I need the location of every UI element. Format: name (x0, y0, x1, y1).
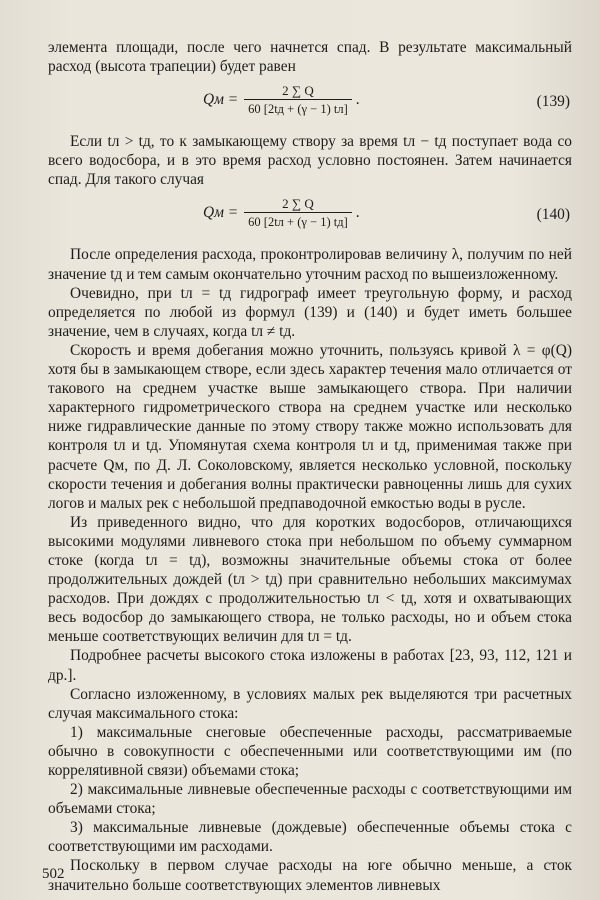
formula-numerator: 2 ∑ Q (282, 196, 314, 212)
formula-denominator: 60 [2tл + (γ − 1) tд] (244, 212, 352, 230)
formula-period: . (355, 91, 360, 109)
formula-lhs: Qм = (203, 91, 239, 109)
equation-number: (139) (536, 93, 570, 111)
formula-fraction (244, 195, 352, 230)
paragraph: Согласно изложенному, в условиях малых рек выделяются три расчетных случая максимального стока: (48, 685, 572, 722)
formula-139 (48, 80, 572, 126)
paragraph: Если tл > tд, то к замыкающему створу за время tл − tд поступает вода со всего водосбора, и в это время расход условно постоянен. Затем начинается спад. Для такого случая (48, 133, 572, 189)
equation-number: (140) (536, 206, 570, 224)
list-item: 3) максимальные ливневые (дождевые) обеспеченные объемы стока с соответствующими им расходами. (48, 819, 572, 856)
formula-fraction (244, 82, 352, 117)
formula-140 (48, 193, 572, 239)
formula-period: . (355, 204, 360, 222)
formula-expression (203, 82, 360, 117)
list-item: 1) максимальные снеговые обеспеченные расходы, рассматриваемые обычно в совокупности с обеспеченными или соответствующими им (по корреляtивной связи) объемами стока; (48, 723, 572, 779)
page-body (48, 38, 572, 895)
paragraph: Скорость и время добегания можно уточнить, пользуясь кривой λ = φ(Q) хотя бы в замыкающем створе, если здесь характер течения мало отличается от такового на среднем участке выше замыкающего створа. При наличии характерного гидрометрического створа на среднем участке или несколько ниже гидравлические данные по этому створу также можно использовать для контроля tл и tд. Упомянутая схема контроля tл и tд, применимая также при расчете Qм, по Д. Л. Соколовскому, является несколько условной, поскольку скорости течения и добегания волны практически равноценны лишь для сухих логов и малых рек с небольшой предпаводочной емкостью воды в русле. (48, 341, 572, 512)
formula-numerator: 2 ∑ Q (282, 83, 314, 99)
list-item: 2) максимальные ливневые обеспеченные расходы с соответствующими им объемами стока; (48, 781, 572, 818)
paragraph: Поскольку в первом случае расходы на юге обычно меньше, а сток значительно больше соответствующих элементов ливневых (48, 857, 572, 894)
formula-expression (203, 195, 360, 230)
page-number: 502 (42, 866, 65, 882)
paragraph: После определения расхода, проконтролировав величину λ, получим по ней значение tд и тем самым окончательно уточним расход по вышеизложенному. (48, 246, 572, 283)
paragraph: Очевидно, при tл = tд гидрограф имеет треугольную форму, и расход определяется по любой из формул (139) и (140) и будет иметь большее значение, чем в случаях, когда tл ≠ tд. (48, 284, 572, 340)
formula-denominator: 60 [2tд + (γ − 1) tл] (244, 99, 352, 117)
formula-lhs: Qм = (203, 204, 239, 222)
paragraph: Подробнее расчеты высокого стока изложены в работах [23, 93, 112, 121 и др.]. (48, 647, 572, 684)
paragraph: Из приведенного видно, что для коротких водосборов, отличающихся высокими модулями ливневого стока при небольшом по объему суммарном стоке (когда tл = tд), возможны значительные объемы стока от более продолжительных дождей (tл > tд) при сравнительно небольших максимумах расходов. При дождях с продолжительностью tл < tд, хотя и охватывающих весь водосбор до замыкающего створа, не только расходы, но и объем стока меньше соответствующих величин для tл = tд. (48, 513, 572, 646)
paragraph: элемента площади, после чего начнется спад. В результате максимальный расход (высота трапеции) будет равен (48, 39, 572, 76)
